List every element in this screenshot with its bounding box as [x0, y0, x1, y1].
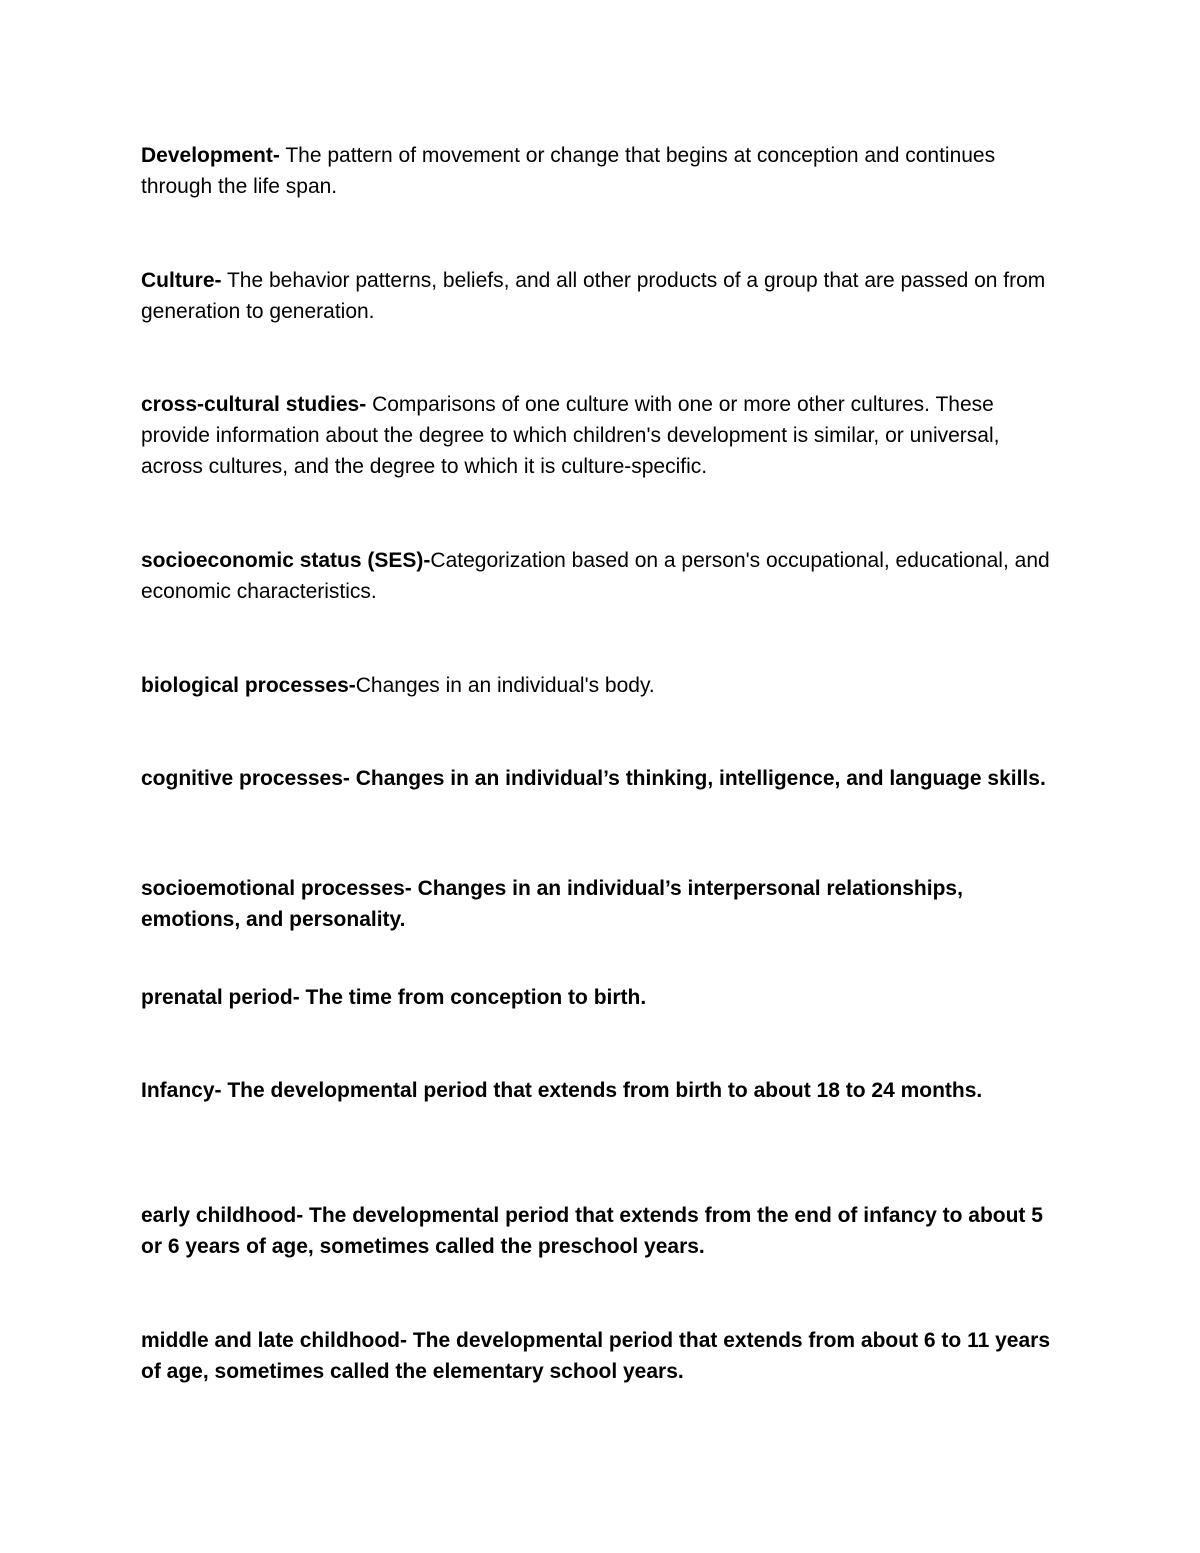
- definition: Comparisons of one culture with one or more other cultures. These provide information about the degree to which children's development is similar, or universal, across cultures, and the degree to which it is culture-specific.: [141, 393, 1000, 478]
- entry-early-childhood: [141, 1200, 1051, 1262]
- entry-infancy: [141, 1075, 1051, 1106]
- entry-prenatal-period: [141, 982, 1051, 1013]
- entry-cognitive-processes: [141, 763, 1051, 794]
- term: prenatal period-: [141, 986, 300, 1009]
- definition: Changes in an individual's body.: [355, 674, 655, 697]
- definition: The developmental period that extends from birth to about 18 to 24 months.: [221, 1079, 983, 1102]
- term: cross-cultural studies-: [141, 393, 367, 416]
- term: Development-: [141, 144, 280, 167]
- term: middle and late childhood-: [141, 1329, 408, 1352]
- term: socioemotional processes-: [141, 877, 412, 900]
- term: early childhood-: [141, 1204, 304, 1227]
- entry-biological-processes: [141, 670, 1051, 701]
- term: Culture-: [141, 269, 222, 292]
- definition: Changes in an individual’s thinking, intelligence, and language skills.: [349, 767, 1046, 790]
- entry-cross-cultural-studies: [141, 389, 1051, 482]
- term: biological processes-: [141, 674, 356, 697]
- definition: The behavior patterns, beliefs, and all other products of a group that are passed on from generation to generation.: [141, 269, 1046, 323]
- term: cognitive processes-: [141, 767, 350, 790]
- definition: The pattern of movement or change that begins at conception and continues through the life span.: [141, 144, 996, 198]
- entry-culture: [141, 265, 1051, 327]
- entry-middle-and-late-childhood: [141, 1325, 1051, 1387]
- definition: Categorization based on a person's occupational, educational, and economic characteristics.: [141, 549, 1050, 603]
- term: Infancy-: [141, 1079, 222, 1102]
- definition: The time from conception to birth.: [299, 986, 647, 1009]
- definition: Changes in an individual’s interpersonal relationships, emotions, and personality.: [141, 877, 963, 931]
- term: socioeconomic status (SES)-: [141, 549, 431, 572]
- definition: The developmental period that extends from about 6 to 11 years of age, sometimes called the elementary school years.: [141, 1329, 1051, 1383]
- entry-socioeconomic-status: [141, 545, 1051, 607]
- definition: The developmental period that extends from the end of infancy to about 5 or 6 years of age, sometimes called the preschool years.: [141, 1204, 1043, 1258]
- entry-development: [141, 140, 1051, 202]
- entry-socioemotional-processes: [141, 873, 1051, 935]
